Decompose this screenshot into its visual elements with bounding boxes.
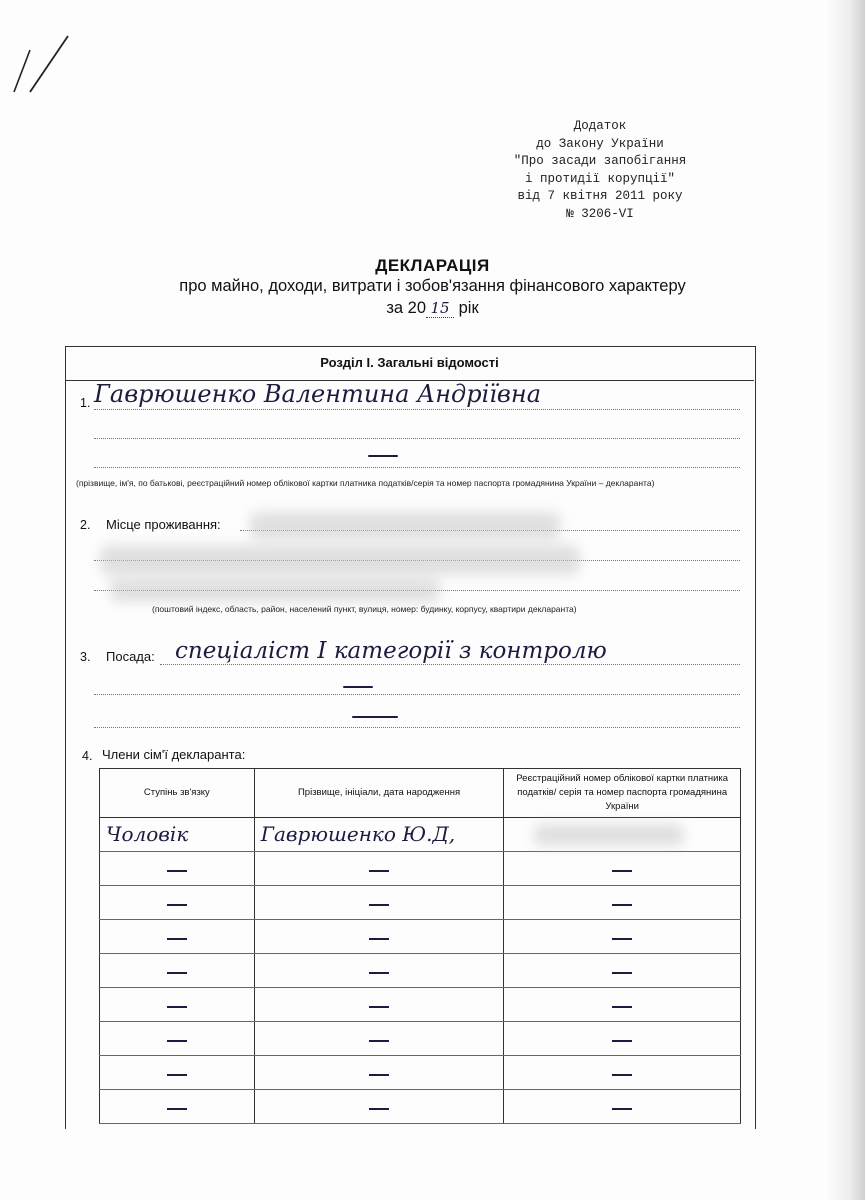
- member-name-value: Гаврюшенко Ю.Д,: [260, 822, 456, 846]
- empty-dash: [612, 1074, 632, 1076]
- redacted-address-1: [250, 512, 560, 540]
- family-members-table: [99, 768, 741, 1124]
- table-row: [100, 988, 741, 1022]
- table-row: [100, 1056, 741, 1090]
- field1-line-2: [94, 438, 740, 439]
- relation-cell: [100, 1090, 255, 1124]
- field2-caption: (поштовий індекс, область, район, населений пункт, вулиця, номер: будинку, корпусу, квартири декларанта): [152, 604, 577, 614]
- empty-dash: [369, 1006, 389, 1008]
- field3-line-3: [94, 727, 740, 728]
- table-row: [100, 920, 741, 954]
- table-row: [100, 1022, 741, 1056]
- year-suffix: рік: [458, 299, 479, 317]
- relation-cell: [100, 1022, 255, 1056]
- relation-cell: [100, 954, 255, 988]
- id-cell: [504, 852, 741, 886]
- empty-dash: [369, 1074, 389, 1076]
- id-cell: [504, 1022, 741, 1056]
- name-cell: [254, 1056, 504, 1090]
- redacted-address-3: [110, 578, 440, 602]
- column-header-name: Прізвище, ініціали, дата народження: [254, 769, 504, 818]
- relation-cell: [100, 886, 255, 920]
- id-cell: [504, 1056, 741, 1090]
- name-cell: [254, 818, 504, 852]
- id-cell: [504, 954, 741, 988]
- handwritten-corner-mark: [0, 30, 90, 100]
- field1-number: 1.: [80, 396, 91, 410]
- table-row: [100, 852, 741, 886]
- field1-line-3: [94, 467, 740, 468]
- appendix-line: і протидії корупції": [524, 171, 676, 186]
- empty-dash: [167, 938, 187, 940]
- relation-cell: [100, 1056, 255, 1090]
- id-cell: [504, 988, 741, 1022]
- empty-dash: [369, 938, 389, 940]
- appendix-line: від 7 квітня 2011 року: [517, 189, 683, 203]
- section-heading: Розділ I. Загальні відомості: [65, 346, 754, 381]
- id-cell: [504, 886, 741, 920]
- scan-shadow-edge: [825, 0, 865, 1200]
- id-cell: [504, 818, 741, 852]
- declaration-year: [0, 299, 865, 318]
- field1-caption: (прізвище, ім'я, по батькові, реєстраційний номер облікової картки платника податків/серія та номер паспорта громадянина України – декларанта): [76, 478, 655, 488]
- relation-value: Чоловік: [106, 822, 189, 846]
- empty-dash: [369, 1108, 389, 1110]
- table-row: [100, 886, 741, 920]
- table-row: [100, 1090, 741, 1124]
- empty-dash: [612, 904, 632, 906]
- year-value: 15: [426, 299, 454, 318]
- field3-line-2: [94, 694, 740, 695]
- field3-dash-2: [352, 716, 398, 718]
- appendix-line: № 3206-VI: [566, 206, 634, 221]
- name-cell: [254, 920, 504, 954]
- id-cell: [504, 1090, 741, 1124]
- appendix-line: Додаток: [573, 119, 627, 133]
- relation-cell: [100, 852, 255, 886]
- name-cell: [254, 988, 504, 1022]
- field2-number: 2.: [80, 518, 91, 532]
- relation-cell: [100, 988, 255, 1022]
- redacted-id: [534, 824, 684, 846]
- field4-number: 4.: [82, 749, 93, 763]
- field1-dash: [368, 455, 398, 457]
- field1-line-1: [94, 409, 740, 410]
- field2-label: Місце проживання:: [106, 517, 221, 532]
- empty-dash: [612, 1006, 632, 1008]
- empty-dash: [369, 972, 389, 974]
- name-cell: [254, 1090, 504, 1124]
- relation-cell: [100, 920, 255, 954]
- empty-dash: [369, 870, 389, 872]
- name-cell: [254, 954, 504, 988]
- appendix-line: "Про засади запобігання: [513, 154, 687, 168]
- relation-cell: [100, 818, 255, 852]
- empty-dash: [369, 1040, 389, 1042]
- table-row: [100, 818, 741, 852]
- field3-number: 3.: [80, 650, 91, 664]
- declarant-name: Гаврюшенко Валентина Андріївна: [94, 380, 542, 408]
- table-header-row: [100, 769, 741, 818]
- name-cell: [254, 886, 504, 920]
- document-title: ДЕКЛАРАЦІЯ: [375, 256, 490, 275]
- id-cell: [504, 920, 741, 954]
- empty-dash: [167, 1074, 187, 1076]
- year-prefix: за 20: [386, 299, 427, 317]
- field3-dash-1: [343, 686, 373, 688]
- column-header-id: Реєстраційний номер облікової картки платника податків/ серія та номер паспорта громадянина України: [504, 769, 741, 818]
- empty-dash: [612, 1108, 632, 1110]
- empty-dash: [167, 1108, 187, 1110]
- empty-dash: [167, 1006, 187, 1008]
- empty-dash: [369, 904, 389, 906]
- table-row: [100, 954, 741, 988]
- empty-dash: [167, 972, 187, 974]
- appendix-line: до Закону України: [536, 136, 664, 151]
- position-value: спеціаліст I категорії з контролю: [175, 638, 607, 664]
- document-subtitle: про майно, доходи, витрати і зобов'язання фінансового характеру: [179, 277, 686, 295]
- empty-dash: [167, 904, 187, 906]
- empty-dash: [612, 972, 632, 974]
- empty-dash: [167, 1040, 187, 1042]
- redacted-address-2: [100, 545, 580, 575]
- empty-dash: [612, 1040, 632, 1042]
- empty-dash: [167, 870, 187, 872]
- empty-dash: [612, 870, 632, 872]
- name-cell: [254, 852, 504, 886]
- field4-label: Члени сім'ї декларанта:: [102, 747, 246, 762]
- column-header-relation: Ступінь зв'язку: [100, 769, 255, 818]
- law-appendix-note: [470, 118, 730, 223]
- field3-label: Посада:: [106, 649, 155, 664]
- empty-dash: [612, 938, 632, 940]
- field3-line-1: [160, 664, 740, 665]
- name-cell: [254, 1022, 504, 1056]
